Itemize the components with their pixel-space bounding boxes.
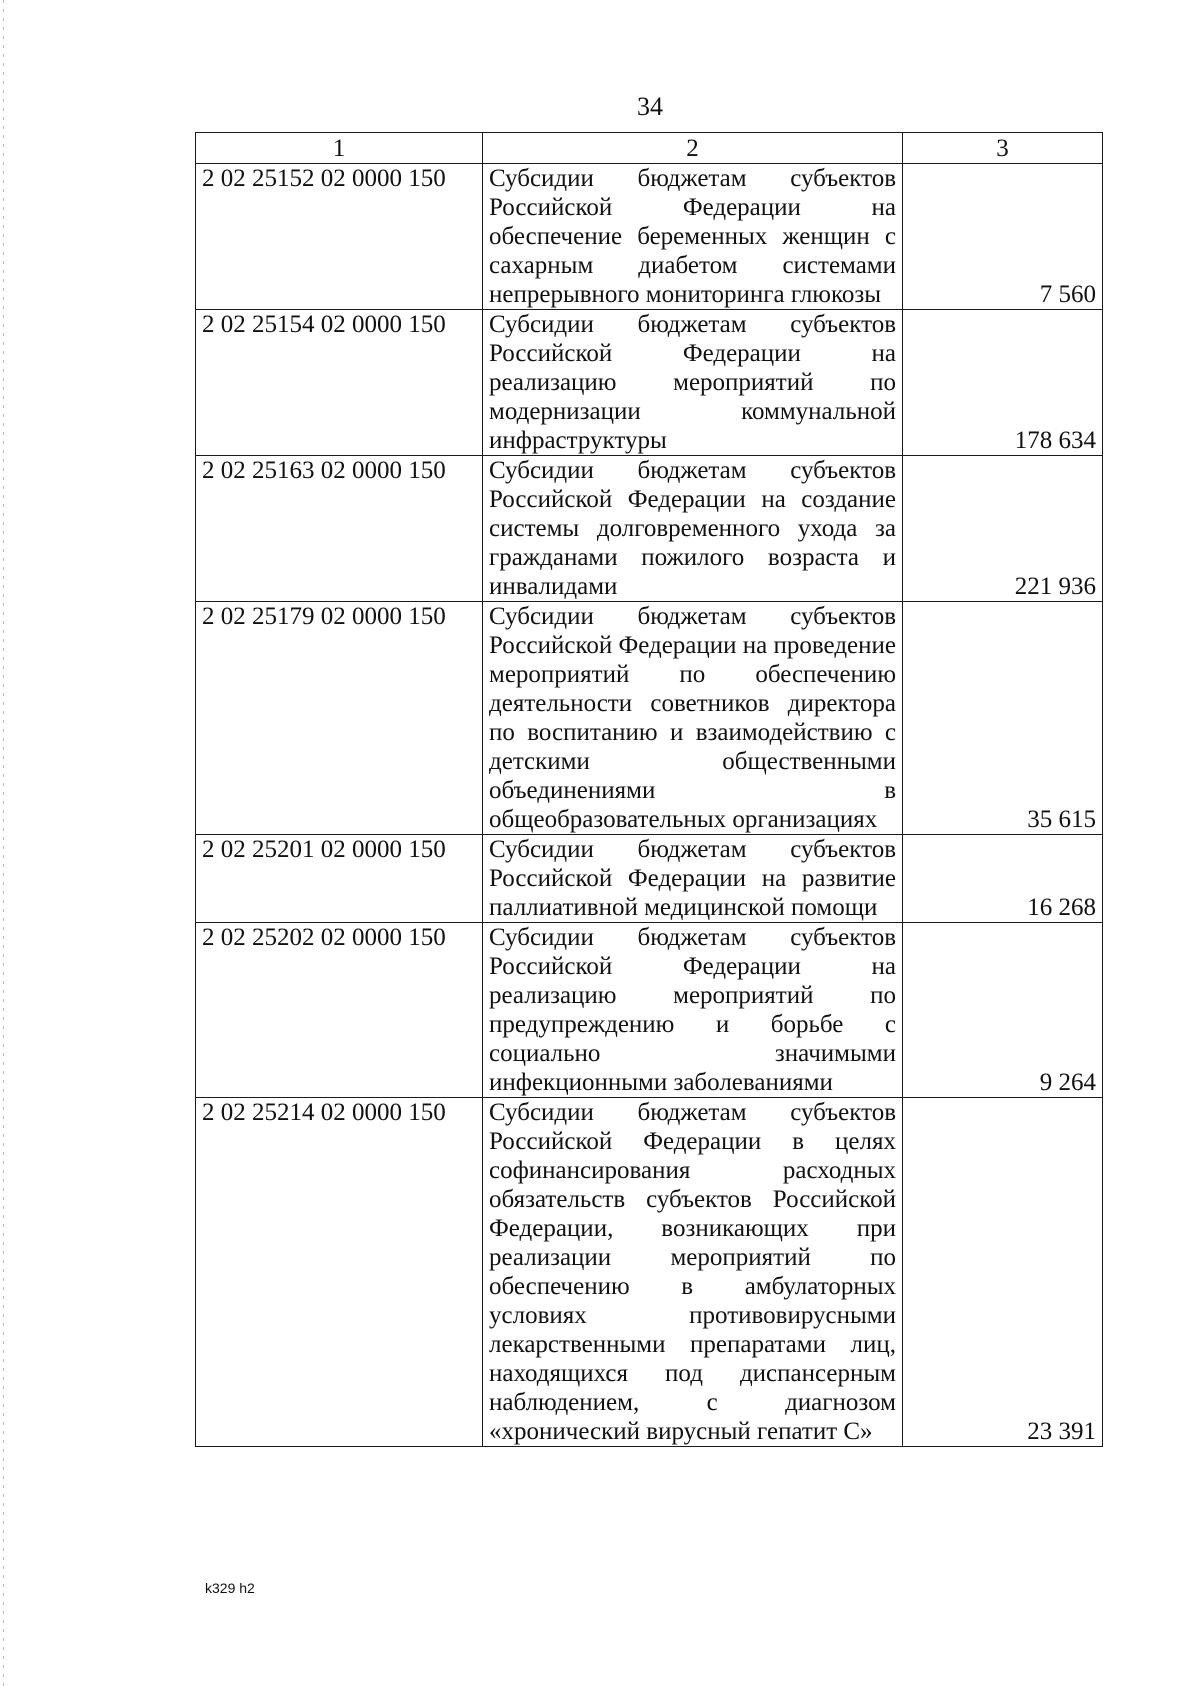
budget-code-cell: 2 02 25154 02 0000 150 — [196, 310, 483, 456]
description-cell: Субсидии бюджетам субъектов Российской Федерации на проведение мероприятий по обеспечению деятельности советников директора по воспитанию и взаимодействию с детскими общественными объединениями в общеобразовательных организациях — [483, 602, 903, 835]
table-header-row — [196, 133, 1103, 164]
budget-code-cell: 2 02 25201 02 0000 150 — [196, 835, 483, 923]
budget-code-cell: 2 02 25179 02 0000 150 — [196, 602, 483, 835]
page-number: 34 — [637, 92, 663, 121]
amount-cell: 16 268 — [903, 835, 1103, 923]
column-header-code: 1 — [196, 133, 483, 164]
table-row — [196, 164, 1103, 310]
description-cell: Субсидии бюджетам субъектов Российской Федерации в целях софинансирования расходных обязательств субъектов Российской Федерации, возникающих при реализации мероприятий по обеспечению в амбулаторных условиях противовирусными лекарственными препаратами лиц, находящихся под диспансерным наблюдением, с диагнозом «хронический вирусный гепатит С» — [483, 1098, 903, 1447]
table-row — [196, 923, 1103, 1098]
table-row — [196, 1098, 1103, 1447]
amount-cell: 7 560 — [903, 164, 1103, 310]
table-row — [196, 835, 1103, 923]
budget-code-cell: 2 02 25202 02 0000 150 — [196, 923, 483, 1098]
description-cell: Субсидии бюджетам субъектов Российской Федерации на обеспечение беременных женщин с сахарным диабетом системами непрерывного мониторинга глюкозы — [483, 164, 903, 310]
budget-code-cell: 2 02 25214 02 0000 150 — [196, 1098, 483, 1447]
amount-cell: 178 634 — [903, 310, 1103, 456]
scan-edge-mark — [3, 0, 4, 1686]
table-row — [196, 602, 1103, 835]
amount-cell: 35 615 — [903, 602, 1103, 835]
description-cell: Субсидии бюджетам субъектов Российской Федерации на развитие паллиативной медицинской помощи — [483, 835, 903, 923]
table-row — [196, 456, 1103, 602]
amount-cell: 23 391 — [903, 1098, 1103, 1447]
budget-code-cell: 2 02 25163 02 0000 150 — [196, 456, 483, 602]
amount-cell: 221 936 — [903, 456, 1103, 602]
budget-table — [195, 132, 1103, 1447]
budget-code-cell: 2 02 25152 02 0000 150 — [196, 164, 483, 310]
amount-cell: 9 264 — [903, 923, 1103, 1098]
column-header-amount: 3 — [903, 133, 1103, 164]
description-cell: Субсидии бюджетам субъектов Российской Федерации на реализацию мероприятий по модернизации коммунальной инфраструктуры — [483, 310, 903, 456]
footer-document-code: k329 h2 — [205, 1580, 255, 1596]
column-header-description: 2 — [483, 133, 903, 164]
table-row — [196, 310, 1103, 456]
description-cell: Субсидии бюджетам субъектов Российской Федерации на реализацию мероприятий по предупреждению и борьбе с социально значимыми инфекционными заболеваниями — [483, 923, 903, 1098]
description-cell: Субсидии бюджетам субъектов Российской Федерации на создание системы долговременного ухода за гражданами пожилого возраста и инвалидами — [483, 456, 903, 602]
